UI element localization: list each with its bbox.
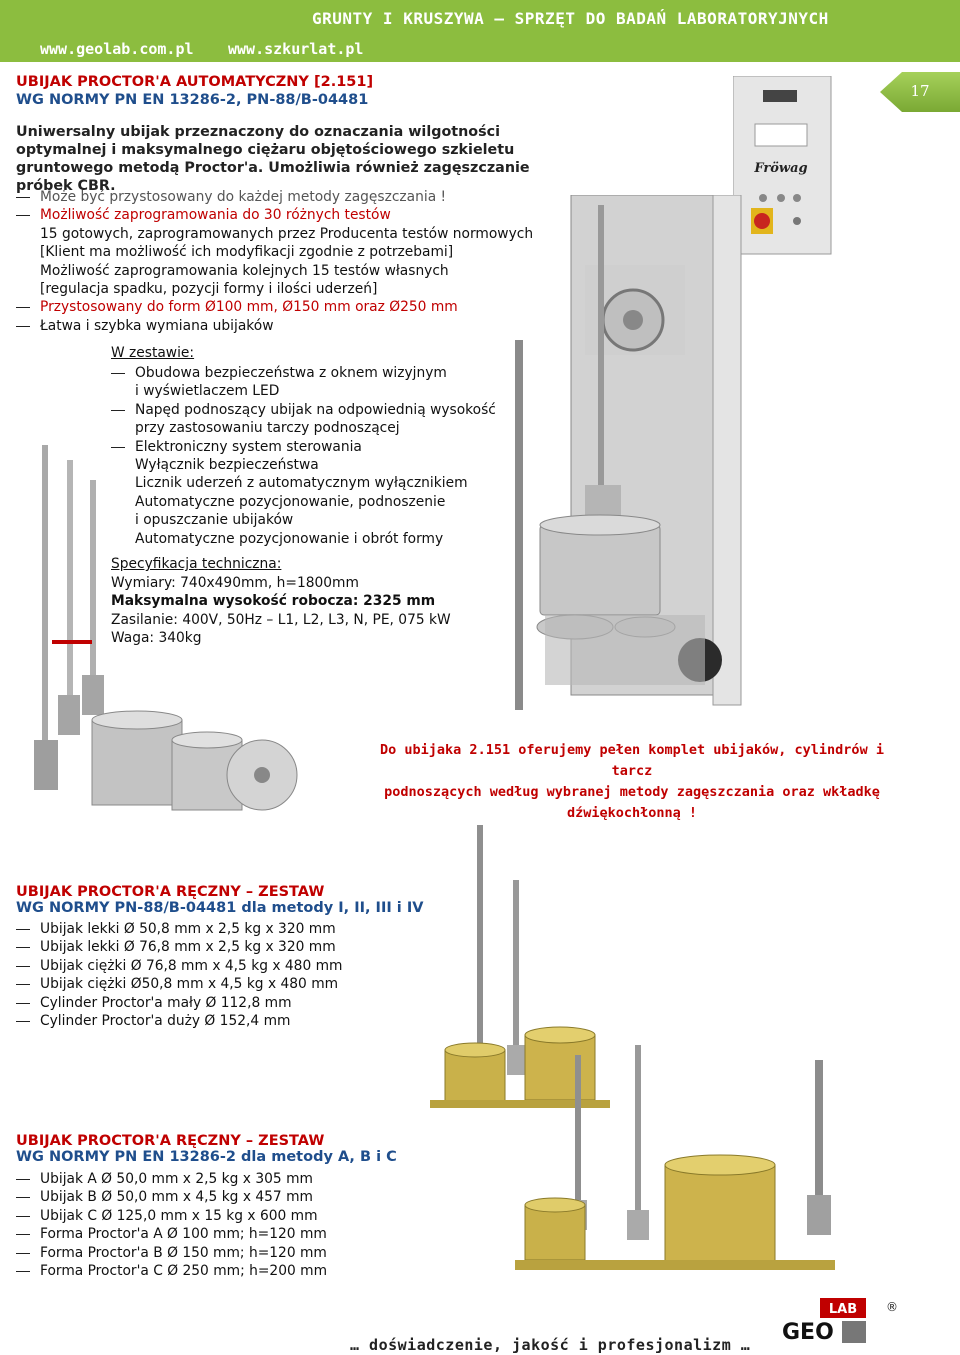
list-item: i opuszczanie ubijaków: [135, 512, 294, 529]
offer-line-1: Do ubijaka 2.151 oferujemy pełen komplet ubijaków, cylindrów i tarcz: [380, 742, 884, 779]
list-item: Forma Proctor'a B Ø 150 mm; h=120 mm: [16, 1244, 436, 1262]
section3-title: UBIJAK PROCTOR'A RĘCZNY – ZESTAW: [16, 1133, 325, 1149]
section1-title: UBIJAK PROCTOR'A AUTOMATYCZNY [2.151]: [16, 74, 374, 90]
list-item: Możliwość zaprogramowania kolejnych 15 testów własnych: [40, 262, 449, 279]
features-list: [16, 188, 576, 335]
list-item: Cylinder Proctor'a duży Ø 152,4 mm: [16, 1012, 436, 1030]
spec-power: Zasilanie: 400V, 50Hz – L1, L2, L3, N, PE, 075 kW: [111, 611, 451, 628]
svg-text:LAB: LAB: [828, 1302, 858, 1317]
svg-text:GEO: GEO: [782, 1320, 834, 1345]
header-tagline: GRUNTY I KRUSZYWA – SPRZĘT DO BADAŃ LABORATORYJNYCH: [312, 9, 829, 28]
website-link-szkurlat[interactable]: www.szkurlat.pl: [228, 40, 364, 58]
list-item: Ubijak ciężki Ø50,8 mm x 4,5 kg x 480 mm: [16, 975, 436, 993]
control-panel-image: [733, 76, 833, 256]
list-item: Ubijak lekki Ø 76,8 mm x 2,5 kg x 320 mm: [16, 938, 436, 956]
list-item: Cylinder Proctor'a mały Ø 112,8 mm: [16, 994, 436, 1012]
page-number-badge: [880, 70, 960, 114]
list-item: [Klient ma możliwość ich modyfikacji zgodnie z potrzebami]: [40, 244, 454, 261]
spec-weight: Waga: 340kg: [111, 630, 202, 647]
list-item: Przystosowany do form Ø100 mm, Ø150 mm oraz Ø250 mm: [16, 298, 576, 316]
logo-registered-mark: ®: [886, 1300, 898, 1314]
list-item: i wyświetlaczem LED: [135, 383, 280, 400]
list-item: przy zastosowaniu tarczy podnoszącej: [135, 420, 400, 437]
section1-intro: Uniwersalny ubijak przeznaczony do oznaczania wilgotności optymalnej i maksymalnego ciężaru objętościowego szkieletu gruntowego metodą Proctor'a. Umożliwia również zagęszczanie próbek CBR.: [16, 124, 530, 194]
section3-norm: WG NORMY PN EN 13286-2 dla metody A, B i C: [16, 1149, 397, 1165]
list-item: Ubijak lekki Ø 50,8 mm x 2,5 kg x 320 mm: [16, 920, 436, 938]
spec-dimensions: Wymiary: 740x490mm, h=1800mm: [111, 575, 359, 591]
list-item: Forma Proctor'a C Ø 250 mm; h=200 mm: [16, 1262, 436, 1280]
list-item: Licznik uderzeń z automatycznym wyłącznikiem: [135, 475, 468, 492]
included-title: W zestawie:: [111, 345, 195, 361]
section2-heading: [16, 884, 423, 916]
list-item: Automatyczne pozycjonowanie i obrót formy: [135, 530, 444, 547]
section3-list: [16, 1170, 436, 1280]
website-link-geolab[interactable]: www.geolab.com.pl: [40, 40, 194, 58]
list-item: Forma Proctor'a A Ø 100 mm; h=120 mm: [16, 1225, 436, 1243]
list-item: Ubijak A Ø 50,0 mm x 2,5 kg x 305 mm: [16, 1170, 436, 1188]
page-number: 17: [910, 82, 930, 100]
offer-note: [362, 740, 902, 824]
offer-line-2: podnoszących według wybranej metody zagęszczania oraz wkładkę: [384, 784, 880, 800]
footer-slogan: … doświadczenie, jakość i profesjonalizm …: [350, 1336, 751, 1354]
section2-norm: WG NORMY PN-88/B-04481 dla metody I, II, III i IV: [16, 900, 424, 916]
list-item: Ubijak ciężki Ø 76,8 mm x 4,5 kg x 480 mm: [16, 957, 436, 975]
section1-norm: WG NORMY PN EN 13286-2, PN-88/B-04481: [16, 92, 369, 108]
list-item: Napęd podnoszący ubijak na odpowiednią wysokość: [111, 401, 511, 419]
offer-line-3: dźwiękochłonną !: [566, 805, 698, 821]
list-item: Obudowa bezpieczeństwa z oknem wizyjnym: [111, 364, 511, 382]
list-item: Możliwość zaprogramowania do 30 różnych testów: [16, 206, 576, 224]
list-item: [regulacja spadku, pozycji formy i ilości uderzeń]: [40, 281, 378, 298]
rammers-and-moulds-image: [22, 440, 332, 835]
list-item: 15 gotowych, zaprogramowanych przez Producenta testów normowych: [40, 225, 534, 242]
list-item: Automatyczne pozycjonowanie, podnoszenie: [135, 493, 446, 510]
list-item: Wyłącznik bezpieczeństwa: [135, 457, 319, 474]
section2-list: [16, 920, 436, 1030]
panel-brand: Fröwag: [754, 161, 808, 176]
geolab-logo: [780, 1295, 900, 1345]
spec-height: Maksymalna wysokość robocza: 2325 mm: [111, 593, 436, 610]
section2-title: UBIJAK PROCTOR'A RĘCZNY – ZESTAW: [16, 884, 325, 900]
spec-title: Specyfikacja techniczna:: [111, 556, 282, 572]
list-item: Łatwa i szybka wymiana ubijaków: [16, 317, 576, 335]
list-item: Elektroniczny system sterowania: [111, 438, 511, 456]
list-item: Może być przystosowany do każdej metody zagęszczania !: [16, 188, 576, 206]
list-item: Ubijak B Ø 50,0 mm x 4,5 kg x 457 mm: [16, 1188, 436, 1206]
list-item: Ubijak C Ø 125,0 mm x 15 kg x 600 mm: [16, 1207, 436, 1225]
section3-heading: [16, 1133, 397, 1165]
automatic-compactor-image: [505, 195, 745, 720]
manual-set-en13286-image: [515, 1045, 855, 1290]
